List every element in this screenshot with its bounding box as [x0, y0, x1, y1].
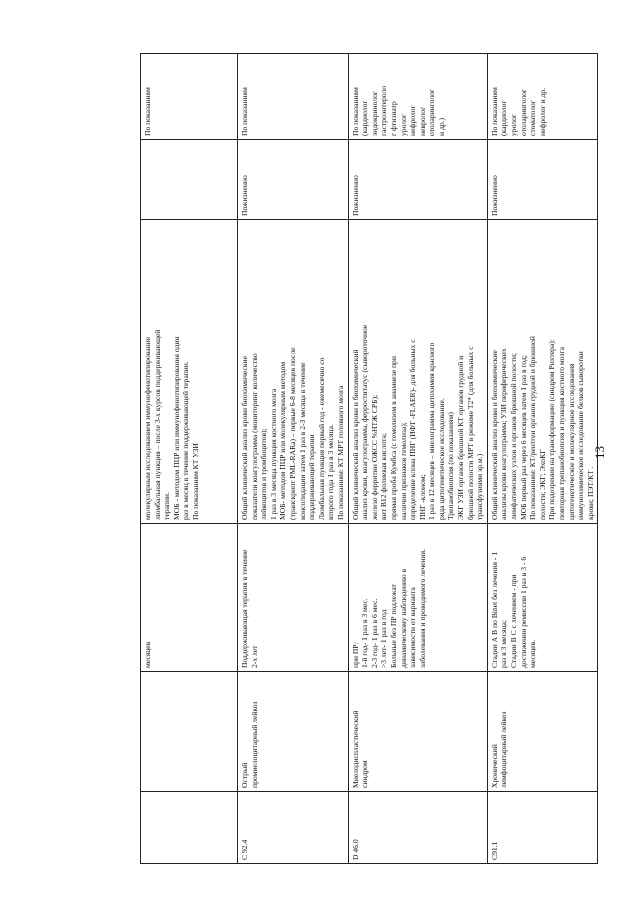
- text-line: >3 лет- 1 раз в год: [379, 609, 389, 668]
- cell-exam-duration: Пожизненно: [238, 140, 349, 220]
- cell-exams: [487, 220, 598, 524]
- text-line: Стадии А В по Binet без лечения - 1: [489, 551, 499, 668]
- text-line: заболевания и проводимого лечения.: [417, 548, 427, 668]
- text-line: г фтизиатр: [388, 101, 398, 136]
- text-line: Хронический: [489, 744, 499, 788]
- cell-consultations: По показаниям: [141, 54, 238, 140]
- text-line: Стадии В С с лечением - при: [509, 574, 519, 668]
- text-line: Люмбальная пункция первый год - ежемесячно со: [316, 357, 326, 520]
- text-line: анализ крови, коагулограмма, ферроститатус (сывороточное: [360, 324, 370, 520]
- cell-name: [348, 672, 487, 792]
- text-line: По показаниям: [489, 87, 499, 136]
- cell-exams: [348, 220, 487, 524]
- text-line: терапии.: [162, 492, 172, 520]
- text-line: нефролог и др.: [537, 87, 547, 136]
- text-line: гастроэнтероло: [379, 85, 389, 136]
- text-line: По показаниям КТ УЗИ: [190, 443, 200, 520]
- text-line: брюшной полости МРТ в режиме T2* (для больных с: [465, 346, 475, 520]
- cell-name: [238, 672, 349, 792]
- text-line: ПНГ -клоном;: [417, 474, 427, 520]
- table-row: [238, 54, 349, 864]
- text-line: иммунохимическое исследование белков сыворотки: [576, 351, 586, 520]
- text-line: Острый: [240, 762, 249, 788]
- text-line: Общий клинический анализ крови биохимические: [240, 356, 249, 520]
- cell-name: [141, 672, 238, 792]
- text-line: (кардиолог: [360, 100, 370, 136]
- cell-exam-duration: Пожизненно: [348, 140, 487, 220]
- text-line: прямая проба Кумбса (с гемолизом в анамнезе при: [388, 356, 398, 520]
- text-line: ряда цитогенетическое исследование.: [436, 398, 446, 520]
- cell-code: D 46.0: [348, 792, 487, 864]
- text-line: уролог: [509, 114, 519, 136]
- text-line: наличии признаков гемолиза);: [398, 422, 408, 520]
- cell-frequency: [487, 524, 598, 672]
- text-line: консолидации затем 1 раз в 2-3 месяца в течение: [297, 362, 307, 520]
- cell-code: [141, 792, 238, 864]
- text-line: уролог: [398, 114, 408, 136]
- text-line: (транскрипт PML-RARa) – первые 6-8 месяцев после: [287, 347, 297, 520]
- text-line: По показаниям: КТ/рентген органов грудной и брюшной: [528, 336, 538, 520]
- text-line: Общий клинический анализ крови и биохимические: [489, 350, 499, 520]
- table-row: [487, 54, 598, 864]
- text-line: ЭКГ УЗИ органов брюшной КТ органов грудной и: [456, 355, 466, 520]
- text-line: Трепанобиопсия (по показаниям): [446, 412, 456, 520]
- text-line: нефролог: [408, 105, 418, 136]
- cell-exams: [238, 220, 349, 524]
- cell-exam-duration: [141, 140, 238, 220]
- cell-consultations: [238, 54, 349, 140]
- text-line: цитогенетическое и молекулярное исследования: [566, 363, 576, 520]
- cell-code: C 92.4: [238, 792, 349, 864]
- text-line: По показаниям: [350, 87, 360, 136]
- cell-exams: [141, 220, 238, 524]
- text-line: стоматолог: [528, 100, 538, 136]
- text-line: поддерживающей терапии: [307, 434, 317, 520]
- text-line: и др.): [436, 117, 446, 136]
- text-line: второго года 1 раз в 3 месяца.: [326, 424, 336, 520]
- page-number: 13: [592, 446, 607, 459]
- text-line: зависимости от варианта: [408, 587, 418, 668]
- text-line: (кардиолог: [499, 100, 509, 136]
- text-line: лимфоцитарный лейкоз: [499, 711, 509, 788]
- text-line: повторная трепанобиопсия и пункция костного мозга: [557, 346, 566, 520]
- text-line: лимфатических узлов и органов брюшной полости;: [509, 353, 519, 520]
- text-line: МОБ- методом ПЦР или молекулярным методом: [278, 361, 288, 520]
- text-line: отоларинголог: [518, 88, 528, 136]
- text-line: эндокринолог: [369, 91, 379, 136]
- text-line: месяцев.: [528, 639, 538, 668]
- text-line: крови; ПЭТ/КТ .: [585, 466, 595, 520]
- text-line: синдром: [360, 760, 370, 788]
- text-line: вит В12 фолиевая кислота;: [379, 432, 389, 520]
- cell-frequency: [348, 524, 487, 672]
- text-line: отоларинголог: [427, 88, 437, 136]
- text-line: 2-х лет: [249, 645, 259, 668]
- text-line: Миелодиспластический: [350, 710, 360, 788]
- cell-consultations: [348, 54, 487, 140]
- cell-consultations: [487, 54, 598, 140]
- text-line: При подозрении на трансформацию (синдром Рихтера):: [547, 339, 557, 520]
- text-line: промиелоцитарный лейкоз: [249, 701, 259, 788]
- text-line: анализы крови коагулограмма; УЗИ периферических: [499, 348, 509, 520]
- text-line: показатели коагулограмма (мониторинг количество: [249, 353, 259, 520]
- text-line: раз в 3 месяца;: [499, 619, 509, 668]
- text-line: люмбальная пункция – после 3-х курсов поддерживающей: [152, 329, 162, 520]
- text-line: 1 раз в 12 месяцев – миелограмма цитохимия красного: [427, 342, 437, 520]
- text-line: 1 раз в 3 месяца пункция костного мозга: [268, 388, 278, 520]
- text-line: молекулярным исследованием иммунофенотипирование: [143, 336, 152, 520]
- text-line: железо ферритин ОЖСС %НТЖ СРБ);: [369, 394, 379, 520]
- cell-name: [487, 672, 598, 792]
- text-line: 2-3 год- 1 раз в 6 мес.: [369, 598, 379, 668]
- text-line: раз в месяц в течение поддерживающей терапии.: [181, 361, 191, 520]
- table-row: [348, 54, 487, 864]
- cell-frequency: [238, 524, 349, 672]
- text-line: достижении ремиссии 1 раз в 3 - 6: [518, 556, 528, 668]
- follow-up-table: [140, 53, 598, 864]
- text-line: Общий клинический анализ крови и биохимический: [350, 349, 360, 520]
- text-line: Поддерживающая терапия в течение: [240, 549, 249, 668]
- text-line: при ПР:: [350, 642, 360, 668]
- cell-exam-duration: Пожизненно: [487, 140, 598, 220]
- text-line: 1-й год- 1 раз в 3 мес.: [360, 598, 370, 668]
- text-line: определение клона ПНГ (ИФТ -FLAER)- для больных с: [408, 339, 418, 520]
- cell-code: C91.1: [487, 792, 598, 864]
- text-line: Больные без ПР подлежат: [388, 584, 398, 668]
- table-row-continuation: [141, 54, 238, 864]
- text-line: трансфузиями эр.м.): [475, 453, 485, 520]
- text-line: динамическому наблюдению в: [398, 568, 408, 668]
- text-line: По показаниям: КТ МРТ головного мозга: [335, 385, 345, 520]
- text-line: невролог: [417, 106, 427, 136]
- text-line: полости; ЭКГ; ЭхоКГ: [537, 449, 547, 520]
- text-line: лейкоцитов и тромбоцитов);: [259, 428, 269, 520]
- text-line: МОБ - методом ПЦР или иммунофенотипирования один: [171, 336, 181, 520]
- text-line: МОБ первый раз через 6 месяцев затем 1 раз в год;: [518, 355, 528, 520]
- cell-frequency: месяцев: [141, 524, 238, 672]
- text-line: По показаниям: [240, 87, 249, 136]
